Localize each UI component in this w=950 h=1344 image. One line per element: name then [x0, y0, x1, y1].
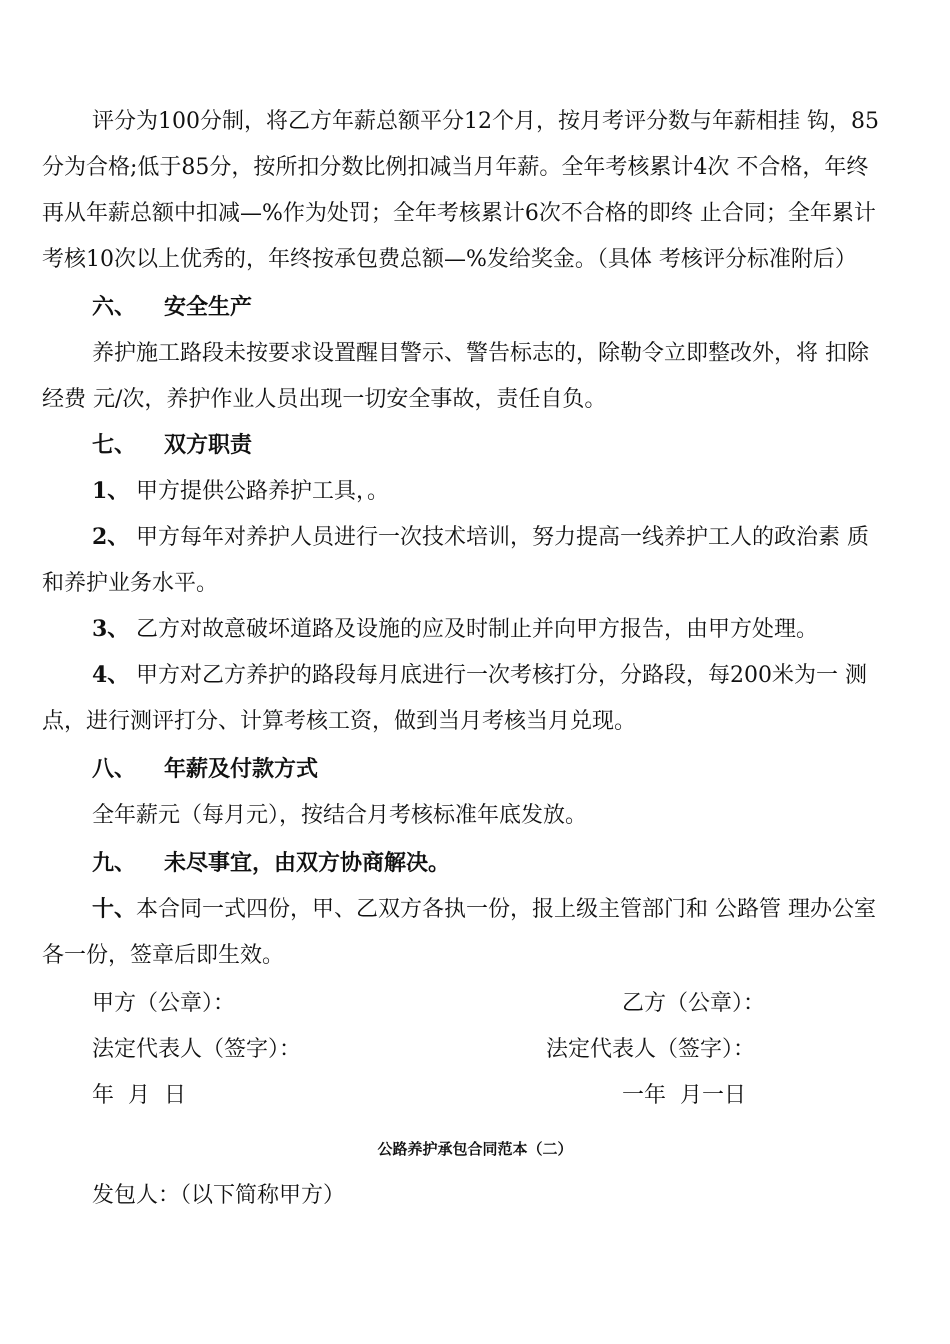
section-title: 年薪及付款方式 [164, 756, 319, 782]
item-number: 2、 [92, 524, 130, 550]
duty-item-4-continued: 点，进行测评打分、计算考核工资，做到当月考核当月兑现。 [42, 709, 637, 734]
safety-paragraph-line-2: 经费 元/次，养护作业人员出现一切安全事故，责任自负。 [42, 387, 607, 412]
section-8-heading [92, 752, 318, 783]
item-text: 甲方对乙方养护的路段每月底进行一次考核打分，分路段，每200米为一 测 [136, 663, 867, 688]
duty-item-4 [92, 658, 867, 689]
duty-item-2-continued: 和养护业务水平。 [42, 571, 219, 596]
second-contract-title: 公路养护承包合同范本（二） [377, 1140, 573, 1158]
party-a-date: 年 月 日 [92, 1083, 186, 1108]
section-7-heading [92, 428, 252, 459]
section-10-line-1 [92, 892, 876, 923]
item-text: 甲方提供公路养护工具，。 [136, 479, 390, 504]
section-6-heading [92, 290, 252, 321]
section-title: 双方职责 [164, 432, 253, 458]
section-9-heading [92, 846, 450, 877]
party-b-seal-label: 乙方（公章）： [622, 991, 766, 1016]
party-b-date: 一年 月一日 [622, 1083, 746, 1108]
party-b-representative-label: 法定代表人（签字）： [546, 1037, 756, 1062]
item-text: 乙方对故意破坏道路及设施的应及时制止并向甲方报告，由甲方处理。 [136, 617, 819, 642]
party-a-seal-label: 甲方（公章）： [92, 991, 236, 1016]
section-number: 十、 [92, 896, 137, 922]
item-number: 4、 [92, 662, 130, 688]
section-number: 九、 [92, 850, 137, 876]
contractor-line: 发包人：（以下简称甲方） [92, 1183, 346, 1208]
score-paragraph-line-1: 评分为100分制，将乙方年薪总额平分12个月，按月考评分数与年薪相挂 钩，85 [92, 109, 879, 134]
score-paragraph-line-3: 再从年薪总额中扣减—%作为处罚；全年考核累计6次不合格的即终 止合同；全年累计 [42, 201, 876, 226]
section-10-line-2: 各一份，签章后即生效。 [42, 943, 285, 968]
salary-paragraph: 全年薪元（每月元），按结合月考核标准年底发放。 [92, 803, 588, 828]
score-paragraph-line-2: 分为合格;低于85分，按所扣分数比例扣减当月年薪。全年考核累计4次 不合格，年终 [42, 155, 869, 180]
section-number: 六、 [92, 294, 137, 320]
duty-item-3 [92, 612, 818, 643]
item-text: 甲方每年对养护人员进行一次技术培训，努力提高一线养护工人的政治素 质 [136, 525, 869, 550]
safety-paragraph-line-1: 养护施工路段未按要求设置醒目警示、警告标志的，除勒令立即整改外，将 扣除 [92, 341, 869, 366]
section-number: 七、 [92, 432, 137, 458]
duty-item-1 [92, 474, 389, 505]
item-number: 1、 [92, 478, 130, 504]
section-title: 未尽事宜，由双方协商解决。 [164, 850, 451, 876]
section-number: 八、 [92, 756, 137, 782]
duty-item-2 [92, 520, 869, 551]
item-number: 3、 [92, 616, 130, 642]
score-paragraph-line-4: 考核10次以上优秀的，年终按承包费总额—%发给奖金。（具体 考核评分标准附后） [42, 247, 857, 272]
section-text: 本合同一式四份，甲、乙双方各执一份，报上级主管部门和 公路管 理办公室 [136, 897, 877, 922]
section-title: 安全生产 [164, 294, 253, 320]
party-a-representative-label: 法定代表人（签字）： [92, 1037, 302, 1062]
